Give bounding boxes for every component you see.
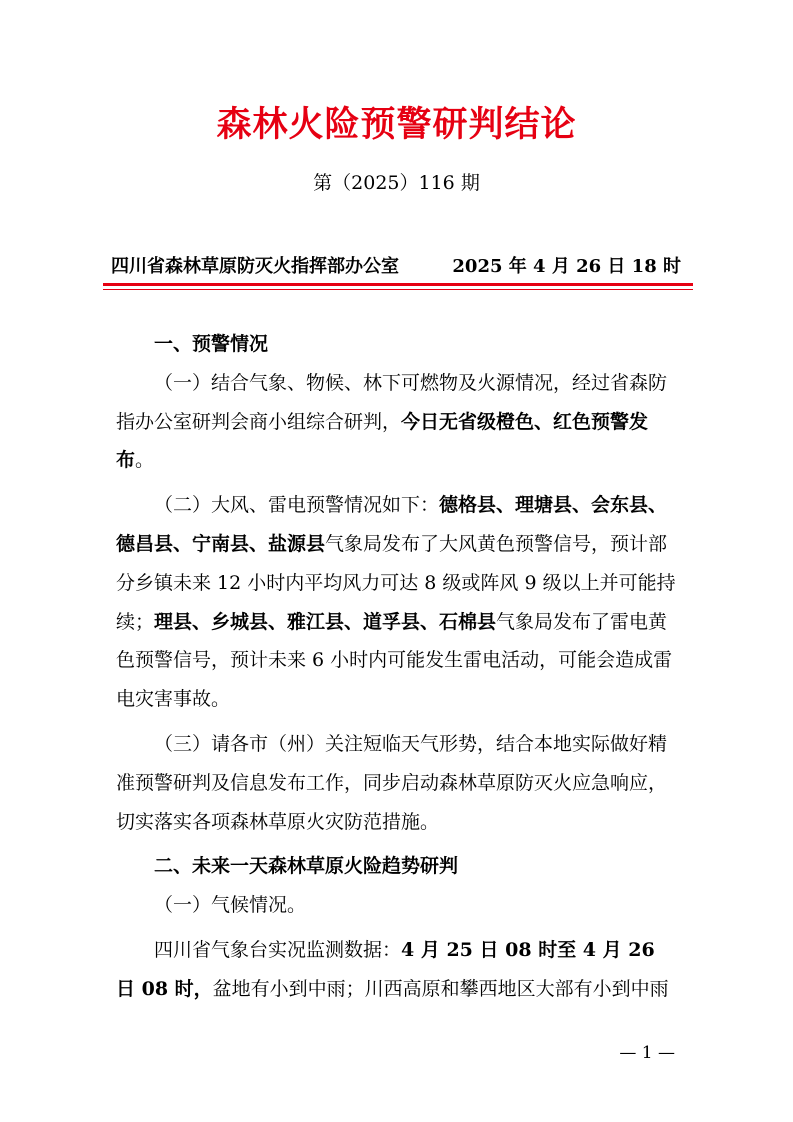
- paragraph-end: 。: [135, 449, 155, 472]
- wind-warning-text: 气象局发布了大风黄色预警信号，预计部分乡镇未来 12 小时内平均风力可达 8 级或阵风 9 级以上并可能持续；: [116, 532, 676, 633]
- header-divider-thin: [103, 289, 693, 290]
- subheading-climate: （一）气候情况。: [154, 894, 307, 917]
- paragraph-instructions: （三）请各市（州）关注短临天气形势，结合本地实际做好精准预警研判及信息发布工作，同步启动森林草原防灭火应急响应，切实落实各项森林草原火灾防范措施。: [116, 732, 668, 833]
- header-divider-thick: [103, 283, 693, 286]
- section-heading-warning: 一、预警情况: [154, 333, 269, 355]
- paragraph-warning-summary: [116, 364, 678, 480]
- issue-date: 2025 年 4 月 26 日 18 时: [452, 256, 681, 277]
- document-title: 森林火险预警研判结论: [216, 104, 577, 145]
- document-body: [116, 325, 678, 1009]
- paragraph-lead: 四川省气象台实况监测数据：: [154, 938, 402, 961]
- page-number: — 1 —: [619, 1043, 675, 1063]
- issuing-office: 四川省森林草原防灭火指挥部办公室: [111, 256, 399, 277]
- paragraph-monitoring: [116, 931, 678, 1009]
- paragraph-lead: （二）大风、雷电预警情况如下：: [154, 494, 440, 517]
- paragraph-text: （一）结合气象、物候、林下可燃物及火源情况，经过省森防指办公室研判会商小组综合研判，: [116, 371, 668, 433]
- issue-number: 第（2025）116 期: [313, 172, 480, 194]
- thunder-warning-counties: 理县、乡城县、雅江县、道孚县、石棉县: [154, 610, 497, 633]
- no-warning-statement: 今日无省级橙色、红色预警发布: [116, 410, 649, 472]
- paragraph-wind-thunder: [116, 486, 678, 719]
- section-heading-trend: 二、未来一天森林草原火险趋势研判: [154, 855, 459, 878]
- thunder-warning-text: 气象局发布了雷电黄色预警信号，预计未来 6 小时内可能发生雷电活动，可能会造成雷电灾害事故。: [116, 610, 673, 711]
- wind-warning-counties: 德格县、理塘县、会东县、德昌县、宁南县、盐源县: [116, 494, 668, 555]
- monitoring-period: 4 月 25 日 08 时至 4 月 26 日 08 时，: [116, 938, 655, 1000]
- paragraph-text: 盆地有小到中雨；川西高原和攀西地区大部有小到中雨: [212, 977, 669, 1000]
